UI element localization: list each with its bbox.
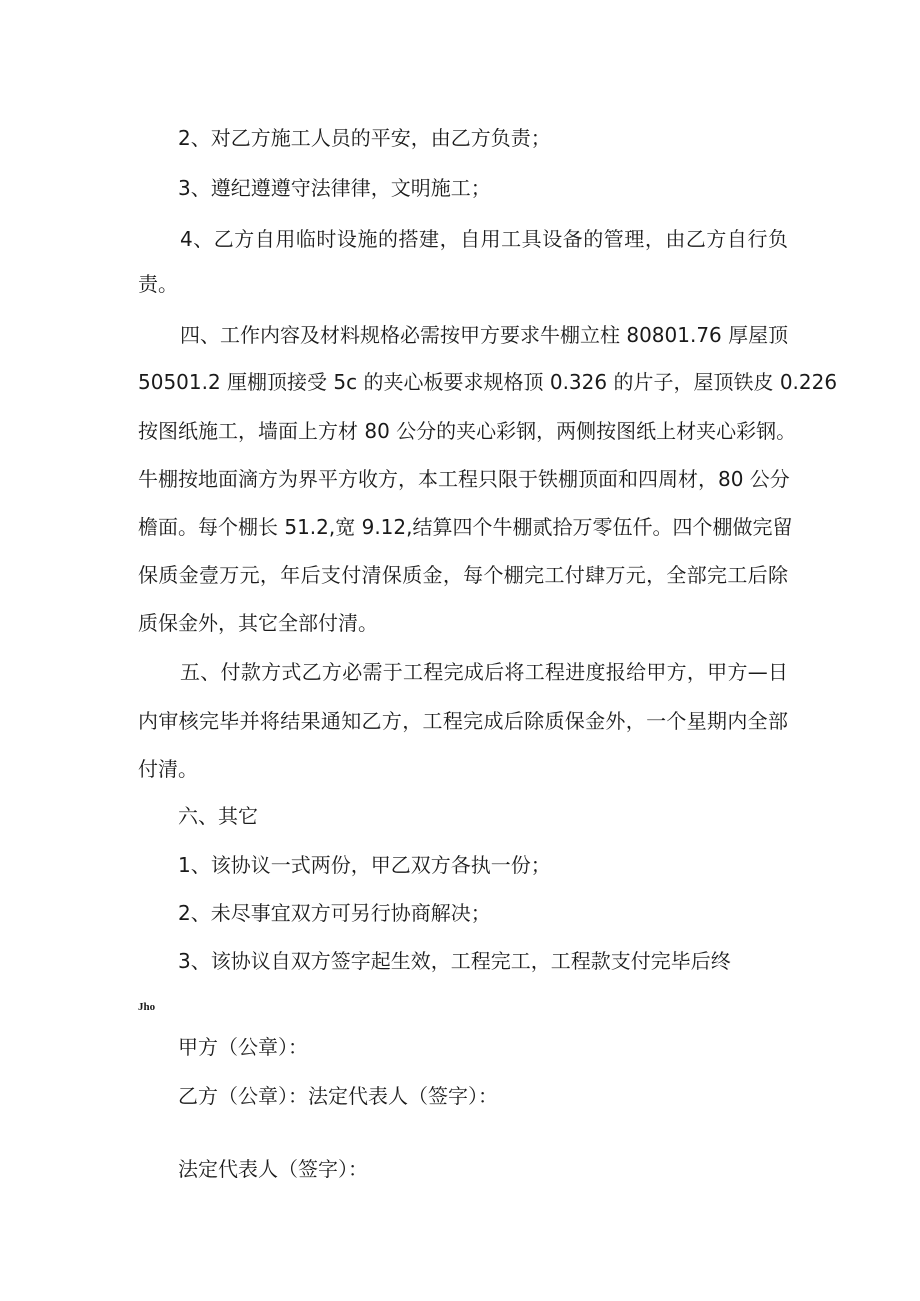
- section-4-line-1: 四、工作内容及材料规格必需按甲方要求牛棚立柱 80801.76 厚屋顶: [180, 323, 789, 347]
- section-6-title: 六、其它: [178, 804, 258, 828]
- section-5-line-3: 付清。: [138, 757, 198, 781]
- clause-4-line-1: 4、乙方自用临时设施的搭建，自用工具设备的管理，由乙方自行负: [180, 227, 788, 251]
- section-4-line-7: 质保金外，其它全部付清。: [138, 611, 378, 635]
- party-a-seal: 甲方（公章）：: [178, 1035, 308, 1059]
- clause-3: 3、遵纪遵遵守法律律，文明施工；: [178, 176, 491, 200]
- section-4-line-3: 按图纸施工，墙面上方材 80 公分的夹心彩钢，两侧按图纸上材夹心彩钢。: [138, 419, 797, 443]
- clause-2: 2、对乙方施工人员的平安，由乙方负责；: [178, 126, 551, 150]
- section-4-line-4: 牛棚按地面滴方为界平方收方，本工程只限于铁棚顶面和四周材，80 公分: [138, 467, 790, 491]
- section-5-line-2: 内审核完毕并将结果通知乙方，工程完成后除质保金外，一个星期内全部: [138, 709, 788, 733]
- section-6-item-1: 1、该协议一式两份，甲乙双方各执一份；: [178, 853, 551, 877]
- section-4-line-6: 保质金壹万元，年后支付清保质金，每个棚完工付肆万元，全部完工后除: [138, 563, 788, 587]
- party-b-seal: 乙方（公章）：法定代表人（签字）：: [178, 1084, 498, 1108]
- section-6-item-2: 2、未尽事宜双方可另行协商解决；: [178, 901, 491, 925]
- section-6-item-3: 3、该协议自双方签字起生效，工程完工，工程款支付完毕后终: [178, 949, 731, 973]
- handwritten-mark: Jho: [138, 1001, 156, 1013]
- section-5-line-1: 五、付款方式乙方必需于工程完成后将工程进度报给甲方，甲方—日: [180, 660, 788, 684]
- legal-representative-signature: 法定代表人（签字）：: [178, 1157, 368, 1181]
- section-4-line-2: 50501.2 厘棚顶接受 5c 的夹心板要求规格顶 0.326 的片子，屋顶铁皮 0.226: [138, 370, 838, 394]
- section-4-line-5: 檐面。每个棚长 51.2,宽 9.12,结算四个牛棚贰拾万零伍仟。四个棚做完留: [138, 515, 793, 539]
- clause-4-line-2: 责。: [138, 272, 178, 296]
